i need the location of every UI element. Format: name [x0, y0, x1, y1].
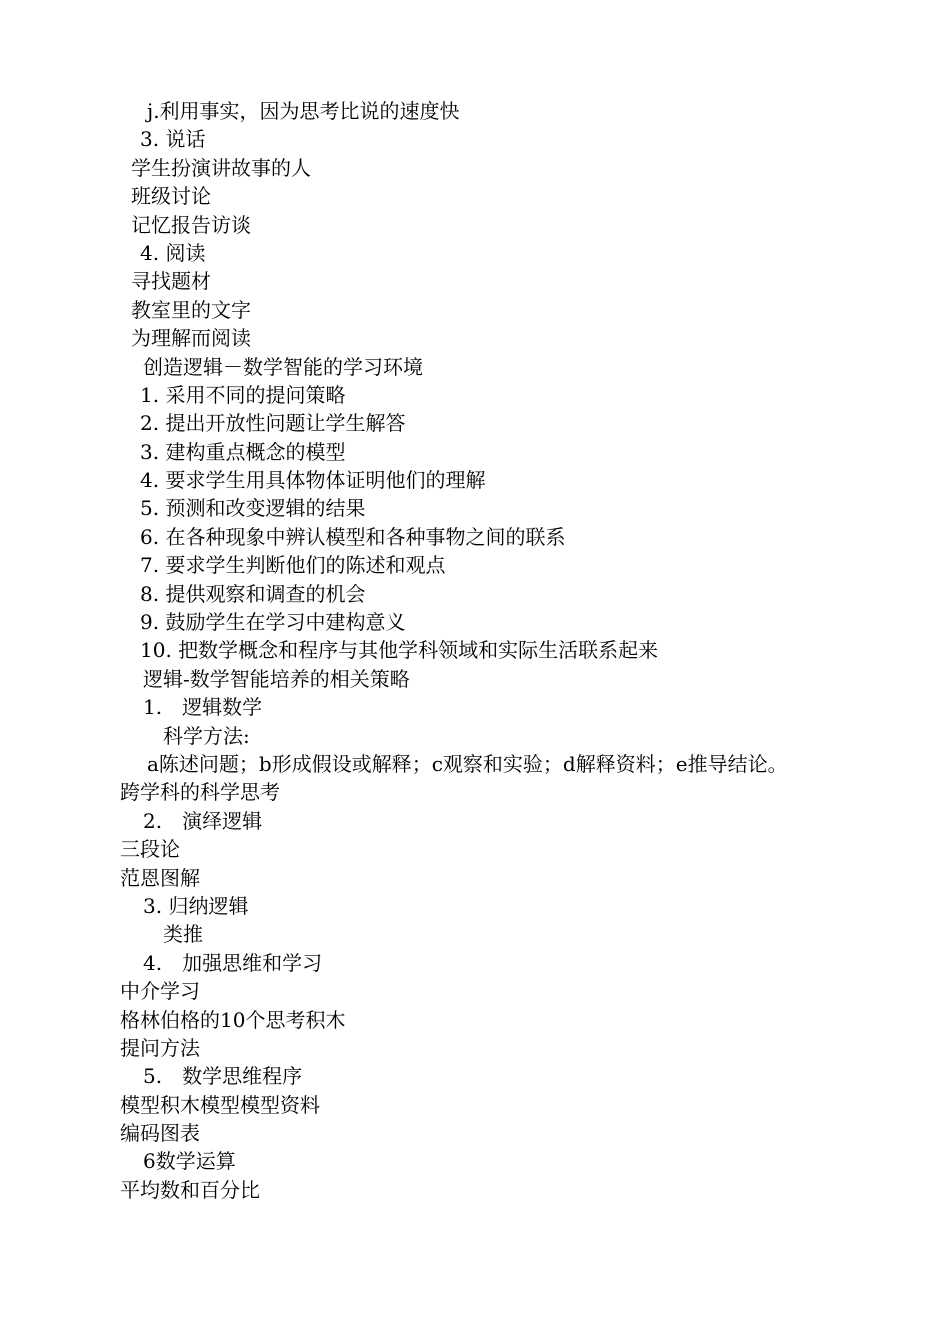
- text-line: a陈述问题；b形成假设或解释；c观察和实验；d解释资料；e推导结论。: [147, 751, 788, 776]
- section-heading: 创造逻辑－数学智能的学习环境: [143, 354, 423, 379]
- list-item: 3. 归纳逻辑: [143, 893, 249, 918]
- list-item: 9. 鼓励学生在学习中建构意义: [140, 610, 406, 635]
- list-item: 5. 数学思维程序: [143, 1064, 303, 1089]
- text-line: 3. 说话: [140, 127, 206, 152]
- text-line: 平均数和百分比: [120, 1177, 260, 1202]
- list-item: 8. 提供观察和调查的机会: [140, 581, 366, 606]
- list-item: 10. 把数学概念和程序与其他学科领域和实际生活联系起来: [140, 638, 659, 663]
- list-item: 4. 加强思维和学习: [143, 950, 323, 975]
- text-line: 跨学科的科学思考: [120, 780, 280, 805]
- list-item: 1. 逻辑数学: [143, 695, 263, 720]
- list-item: 6数学运算: [143, 1149, 236, 1174]
- text-line: 格林伯格的10个思考积木: [120, 1007, 346, 1032]
- list-item: 3. 建构重点概念的模型: [140, 439, 346, 464]
- text-line: 班级讨论: [131, 184, 211, 209]
- text-line: 教室里的文字: [131, 297, 251, 322]
- list-item: 1. 采用不同的提问策略: [140, 382, 346, 407]
- text-line: 4. 阅读: [140, 240, 206, 265]
- text-line: 编码图表: [120, 1121, 200, 1146]
- text-line: 三段论: [120, 837, 180, 862]
- list-item: 5. 预测和改变逻辑的结果: [140, 496, 366, 521]
- section-heading: 逻辑-数学智能培养的相关策略: [143, 666, 410, 691]
- text-line: 类推: [163, 922, 203, 947]
- text-line: 学生扮演讲故事的人: [131, 155, 311, 180]
- list-item: 6. 在各种现象中辨认模型和各种事物之间的联系: [140, 524, 566, 549]
- list-item: 2. 演绎逻辑: [143, 808, 263, 833]
- text-line: 记忆报告访谈: [131, 212, 251, 237]
- text-line: 寻找题材: [131, 269, 211, 294]
- list-item: 7. 要求学生判断他们的陈述和观点: [140, 553, 446, 578]
- list-item: 4. 要求学生用具体物体证明他们的理解: [140, 468, 486, 493]
- text-line: 范恩图解: [120, 865, 200, 890]
- text-line: j.利用事实，因为思考比说的速度快: [147, 99, 460, 123]
- text-line: 模型积木模型模型资料: [120, 1092, 320, 1117]
- list-item: 2. 提出开放性问题让学生解答: [140, 411, 406, 436]
- text-line: 科学方法:: [163, 723, 250, 748]
- text-line: 提问方法: [120, 1035, 200, 1060]
- text-line: 中介学习: [120, 979, 200, 1004]
- document-page: [0, 97, 950, 1204]
- text-line: 为理解而阅读: [131, 326, 251, 351]
